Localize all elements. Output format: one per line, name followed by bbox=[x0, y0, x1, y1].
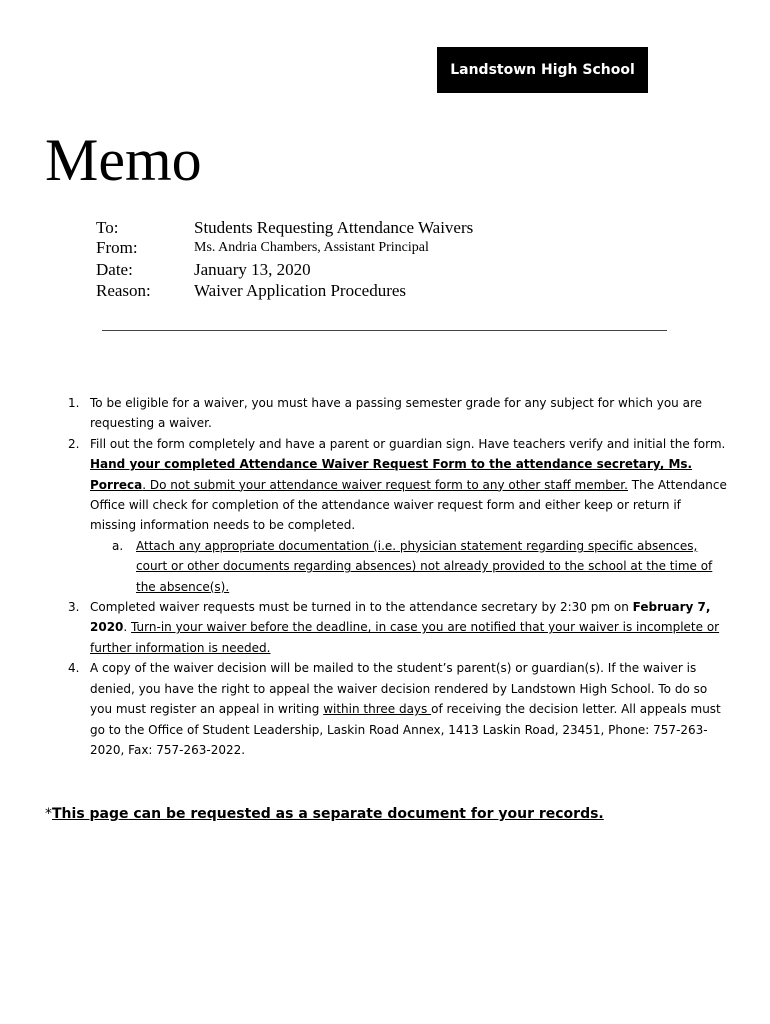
list-item bbox=[68, 434, 728, 536]
date-value: January 13, 2020 bbox=[194, 260, 311, 279]
instruction-list bbox=[68, 393, 728, 760]
item-underlined: . Do not submit your attendance waiver request form to any other staff member. bbox=[142, 477, 628, 492]
item-underlined: within three days bbox=[323, 702, 432, 717]
to-label: To: bbox=[96, 218, 119, 237]
item-text: A copy of the waiver decision will be mailed to the student’s parent(s) or guardian(s). If the waiver is denied, you have the right to appeal the waiver decision rendered by Landstown High School. To do so you must register an appeal in writing bbox=[90, 661, 708, 717]
school-badge bbox=[437, 47, 648, 93]
item-underlined: Turn-in your waiver before the deadline, in case you are notified that your waiver is incomplete or further information is needed. bbox=[90, 620, 720, 655]
date-label: Date: bbox=[96, 260, 133, 279]
item-number: 4. bbox=[68, 661, 80, 676]
from-value: Ms. Andria Chambers, Assistant Principal bbox=[194, 240, 429, 255]
list-item bbox=[68, 597, 728, 658]
school-name: Landstown High School bbox=[450, 62, 635, 78]
item-number: 3. bbox=[68, 600, 80, 615]
reason-label: Reason: bbox=[96, 281, 151, 300]
item-number: 1. bbox=[68, 396, 80, 410]
item-text: The Attendance Office will check for completion of the attendance waiver request form and either keep or return if missing information needs to be completed. bbox=[90, 477, 727, 533]
item-text: To be eligible for a waiver, you must have a passing semester grade for any subject for which you are requesting a waiver. bbox=[90, 396, 703, 431]
list-subitem bbox=[68, 536, 728, 597]
footer-asterisk: * bbox=[45, 806, 52, 822]
item-text: of receiving the decision letter. All appeals must go to the Office of Student Leadership, Laskin Road Annex, 1413 Laskin Road, 23451, Phone: 757-263-2020, Fax: 757-263-2022. bbox=[90, 702, 721, 757]
item-text: Completed waiver requests must be turned in to the attendance secretary by 2:30 pm on bbox=[90, 600, 633, 615]
to-value: Students Requesting Attendance Waivers bbox=[194, 218, 474, 237]
item-text: Fill out the form completely and have a parent or guardian sign. Have teachers verify and initial the form. bbox=[90, 436, 726, 451]
from-label: From: bbox=[96, 238, 138, 257]
list-item bbox=[68, 393, 728, 434]
reason-value: Waiver Application Procedures bbox=[194, 281, 407, 300]
deadline-date: February 7, 2020 bbox=[90, 600, 711, 635]
subitem-text: Attach any appropriate documentation (i.e. physician statement regarding specific absences, court or other documents regarding absences) not already provided to the school at the time of the absence(s). bbox=[136, 538, 713, 594]
item-emphasis: Hand your completed Attendance Waiver Request Form to the attendance secretary, Ms. Porreca bbox=[90, 457, 693, 492]
item-number: 2. bbox=[68, 436, 80, 451]
page-title: Memo bbox=[45, 127, 202, 193]
item-text: . bbox=[123, 620, 132, 635]
list-item bbox=[68, 658, 728, 760]
footer-text: This page can be requested as a separate document for your records. bbox=[52, 806, 604, 822]
footer-note bbox=[45, 806, 604, 822]
subitem-letter: a. bbox=[112, 538, 124, 553]
divider bbox=[102, 330, 667, 331]
